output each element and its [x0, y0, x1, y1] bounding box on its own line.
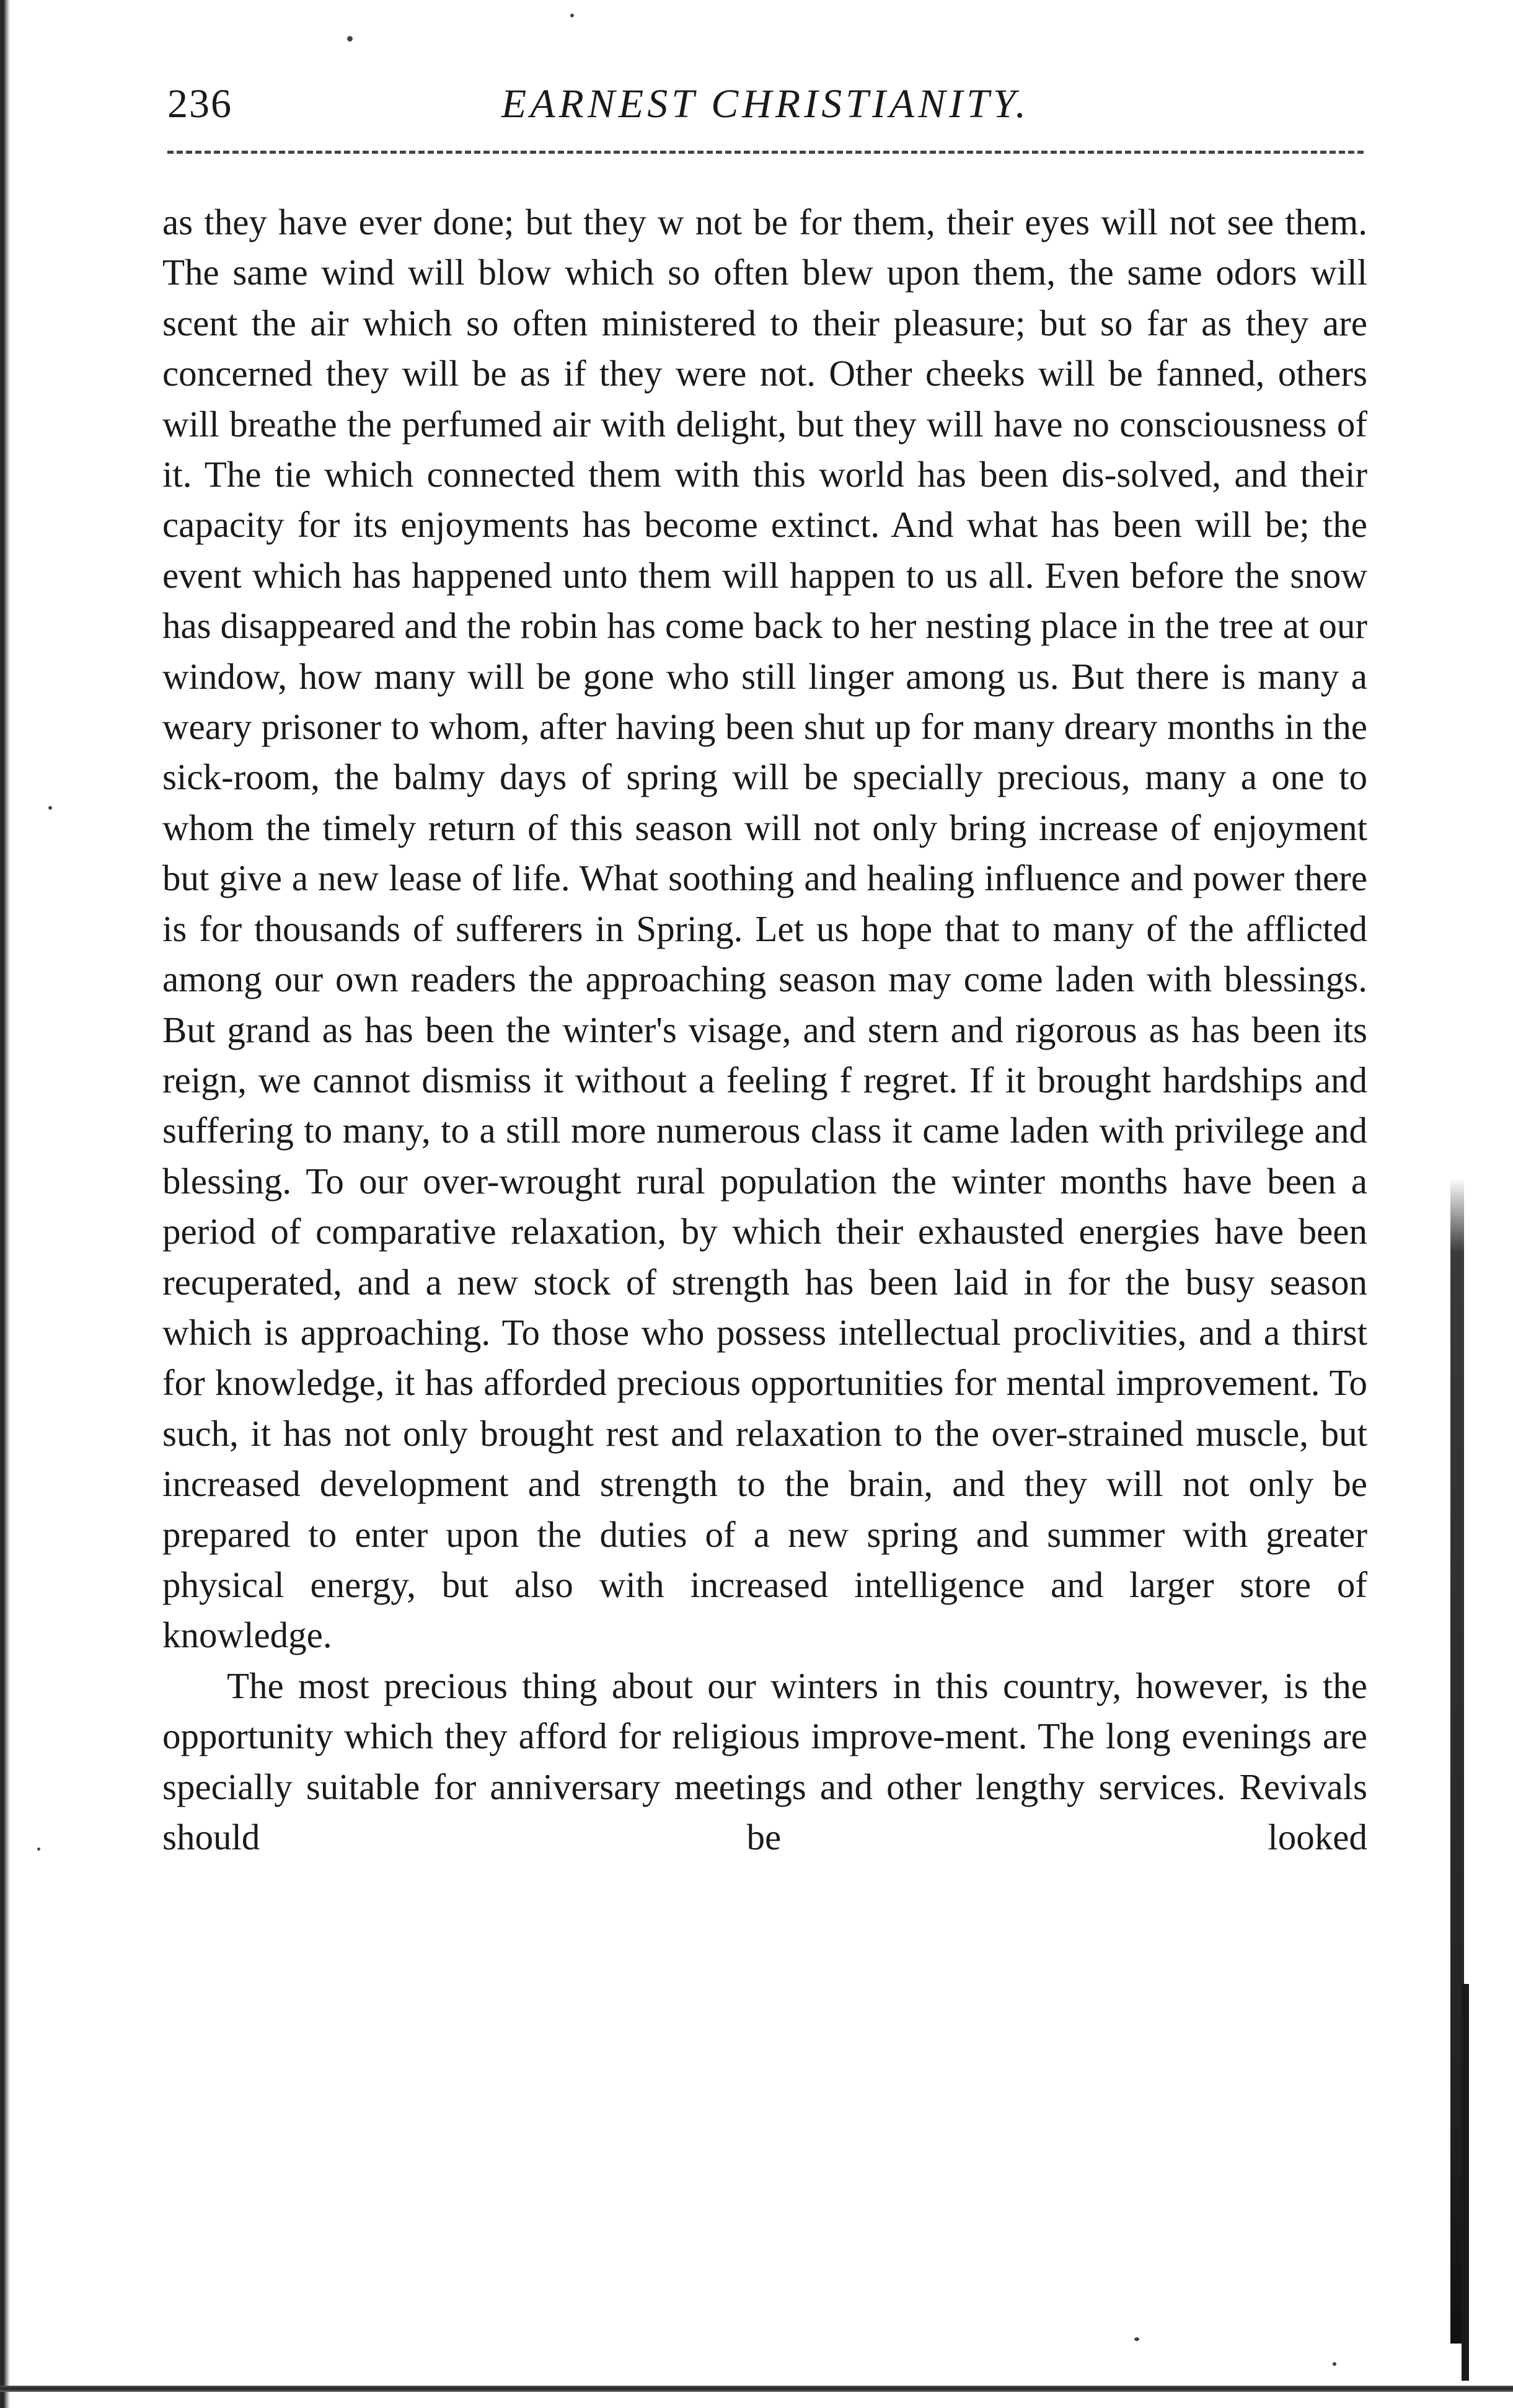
paragraph-continued: as they have ever done; but they w not be for them, their eyes will not see them. The same wind will blow which so often blew upon them, the same odors will scent the air which so often ministered to their pleasure; but so far as they are concerned they will be as if they were not. Other cheeks will be fanned, others will breathe the perfumed air with delight, but they will have no consciousness of it. The tie which connected them with this world has been dis-solved, and their capacity for its enjoyments has become extinct. And what has been will be; the event which has happened unto them will happen to us all. Even before the snow has disappeared and the robin has come back to her nesting place in the tree at our window, how many will be gone who still linger among us. But there is many a weary prisoner to whom, after having been shut up for many dreary months in the sick-room, the balmy days of spring will be specially precious, many a one to whom the timely return of this season will not only bring increase of enjoyment but give a new lease of life. What soothing and healing influence and power there is for thousands of sufferers in Spring. Let us hope that to many of the afflicted among our own readers the approaching season may come laden with blessings. But grand as has been the winter's visage, and stern and rigorous as has been its reign, we cannot dismiss it without a feeling f regret. If it brought hardships and suffering to many, to a still more numerous class it came laden with privilege and blessing. To our over-wrought rural population the winter months have been a period of comparative relaxation, by which their exhausted energies have been recuperated, and a new stock of strength has been laid in for the busy season which is approaching. To those who possess intellectual proclivities, and a thirst for knowledge, it has afforded precious opportunities for mental improvement. To such, it has not only brought rest and relaxation to the over-strained muscle, but increased development and strength to the brain, and they will not only be prepared to enter upon the duties of a new spring and summer with greater physical energy, but also with increased intelligence and larger store of knowledge. — [162, 201, 1367, 1656]
paragraph-winter-improvement: The most precious thing about our winters in this country, however, is the opportunity which they afford for religious improve-ment. The long evenings are specially suitable for anniversary meetings and other lengthy services. Revivals should be looked — [162, 1665, 1367, 1857]
page-number: 236 — [167, 81, 232, 126]
scan-bottom-edge — [0, 2386, 1513, 2392]
scan-left-edge — [0, 0, 10, 2408]
scan-speck — [570, 14, 574, 17]
scan-speck — [37, 1848, 40, 1851]
scan-speck — [1134, 2337, 1139, 2341]
scan-speck — [1333, 2362, 1336, 2366]
running-title: EARNEST CHRISTIANITY. — [501, 81, 1030, 126]
scan-speck — [347, 36, 353, 42]
scan-speck — [48, 806, 52, 810]
header-rule — [167, 151, 1364, 154]
running-head — [167, 74, 1364, 143]
page-body — [162, 197, 1367, 1862]
scan-right-edge-shadow — [1462, 1984, 1469, 2381]
